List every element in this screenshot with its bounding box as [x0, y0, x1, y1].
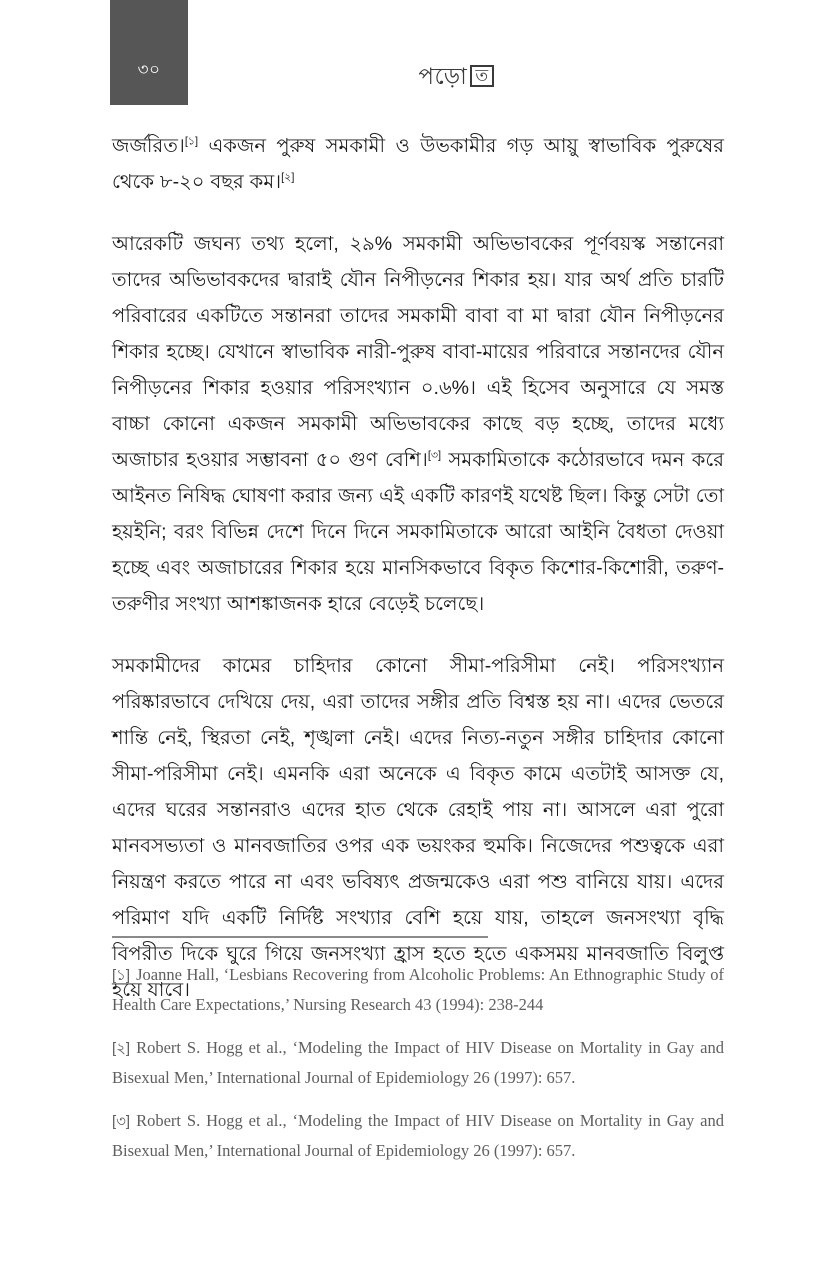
footnote-marker: [৩] — [112, 1113, 131, 1130]
footnote-text: Joanne Hall, ‘Lesbians Recovering from Alcoholic Problems: An Ethnographic Study of Health Care Expectations,’ Nursing Research 43 (1994): 238-244 — [112, 965, 724, 1014]
body-column — [112, 128, 724, 1008]
footnote-text: Robert S. Hogg et al., ‘Modeling the Impact of HIV Disease on Mortality in Gay and Bisexual Men,’ International Journal of Epidemiology 26 (1997): 657. — [112, 1038, 724, 1087]
page-number: ৩০ — [137, 60, 161, 79]
footnote-text: Robert S. Hogg et al., ‘Modeling the Impact of HIV Disease on Mortality in Gay and Bisexual Men,’ International Journal of Epidemiology 26 (1997): 657. — [112, 1111, 724, 1160]
running-head — [188, 58, 724, 97]
footnote-marker: [১] — [112, 967, 131, 984]
running-head-boxed-glyph: ত — [470, 65, 493, 87]
footnote-separator-rule — [112, 936, 488, 938]
footnote-entry — [112, 1106, 724, 1165]
footnote-list — [112, 960, 724, 1165]
para-1: জর্জরিত।[১] একজন পুরুষ সমকামী ও উভকামীর গড় আয়ু স্বাভাবিক পুরুষের থেকে ৮-২০ বছর কম।[২] — [112, 135, 724, 193]
footnote-marker: [২] — [112, 1040, 131, 1057]
para-3: সমকামীদের কামের চাহিদার কোনো সীমা-পরিসীমা নেই। পরিসংখ্যান পরিষ্কারভাবে দেখিয়ে দেয়, এরা তাদের সঙ্গীর প্রতি বিশ্বস্ত হয় না। এদের ভেতরে শান্তি নেই, স্থিরতা নেই, শৃঙ্খলা নেই। এদের নিত্য-নতুন সঙ্গীর চাহিদার কোনো সীমা-পরিসীমা নেই। এমনকি এরা অনেকে এ বিকৃত কামে এতটাই আসক্ত যে, এদের ঘরের সন্তানরাও এদের হাত থেকে রেহাই পায় না। আসলে এরা পুরো মানবসভ্যতা ও মানবজাতির ওপর এক ভয়ংকর হুমকি। নিজেদের পশুত্বকে এরা নিয়ন্ত্রণ করতে পারে না এবং ভবিষ্যৎ প্রজন্মকেও এরা পশু বানিয়ে যায়। এদের পরিমাণ যদি একটি নির্দিষ্ট সংখ্যার বেশি হয়ে যায়, তাহলে জনসংখ্যা বৃদ্ধি বিপরীত দিকে ঘুরে গিয়ে জনসংখ্যা হ্রাস হতে হতে একসময় মানবজাতি বিলুপ্ত হয়ে যাবে। — [112, 655, 724, 1001]
para-2: আরেকটি জঘন্য তথ্য হলো, ২৯% সমকামী অভিভাবকের পূর্ণবয়স্ক সন্তানেরা তাদের অভিভাবকদের দ্বারাই যৌন নিপীড়নের শিকার হয়। যার অর্থ প্রতি চারটি পরিবারের একটিতে সন্তানরা তাদের সমকামী বাবা বা মা দ্বারা যৌন নিপীড়নের শিকার হচ্ছে। যেখানে স্বাভাবিক নারী-পুরুষ বাবা-মায়ের পরিবারে সন্তানদের যৌন নিপীড়নের শিকার হওয়ার পরিসংখ্যান ০.৬%। এই হিসেব অনুসারে যে সমস্ত বাচ্চা কোনো একজন সমকামী অভিভাবকের কাছে বড় হচ্ছে, তাদের মধ্যে অজাচার হওয়ার সম্ভাবনা ৫০ গুণ বেশি।[৩] সমকামিতাকে কঠোরভাবে দমন করে আইনত নিষিদ্ধ ঘোষণা করার জন্য এই একটি কারণই যথেষ্ট ছিল। কিন্তু সেটা তো হয়ইনি; বরং বিভিন্ন দেশে দিনে দিনে সমকামিতাকে আরো আইনি বৈধতা দেওয়া হচ্ছে এবং অজাচারের শিকার হয়ে মানসিকভাবে বিকৃত কিশোর-কিশোরী, তরুণ-তরুণীর সংখ্যা আশঙ্কাজনক হারে বেড়েই চলেছে। — [112, 233, 724, 615]
footnote-reference[interactable]: [৩] — [427, 449, 442, 462]
footnote-entry — [112, 1033, 724, 1092]
footnote-reference[interactable]: [১] — [184, 135, 199, 148]
footnote-reference[interactable]: [২] — [281, 171, 295, 184]
footnote-entry — [112, 960, 724, 1019]
running-head-title: পড়ো — [418, 63, 468, 89]
footnote-area — [112, 936, 724, 1165]
page-number-block — [110, 0, 188, 105]
